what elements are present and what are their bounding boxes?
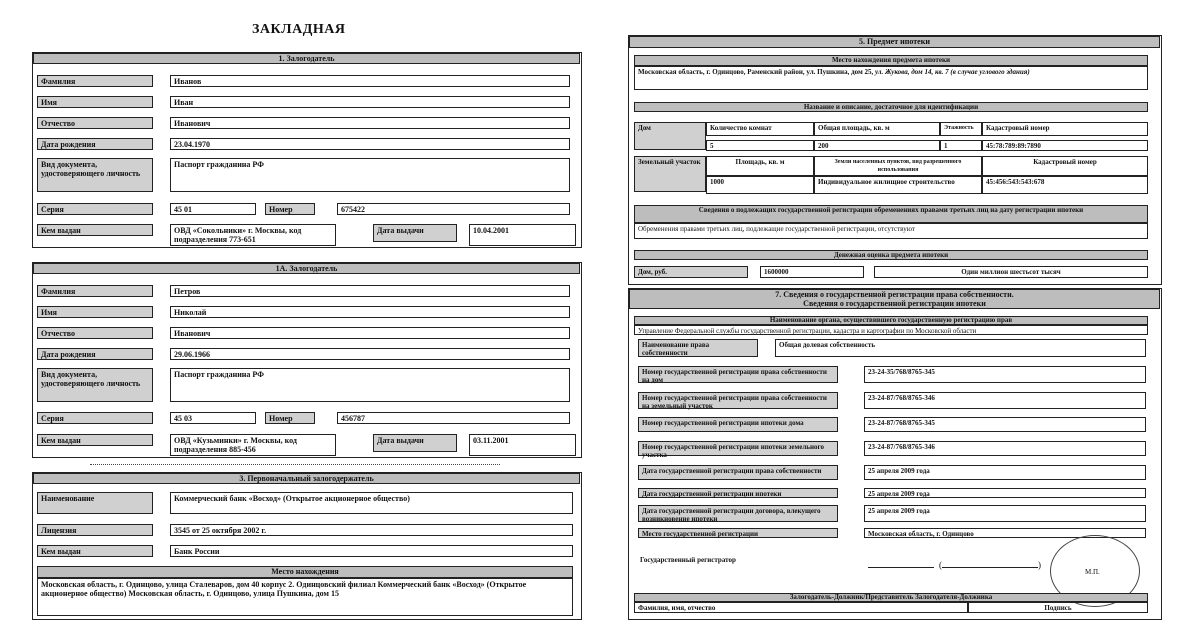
location-italic-text: ул. Жукова, дом 14, кв. 7 (в случае углового здания): [875, 68, 1030, 76]
house-col-cadastral: Кадастровый номер: [982, 122, 1148, 136]
label-registrar: Государственный регистратор: [640, 556, 736, 564]
land-label: Земельный участок: [634, 156, 706, 192]
house-col-area: Общая площадь, кв. м: [814, 122, 940, 136]
field-surname: Иванов: [170, 75, 570, 87]
land-col-cadastral: Кадастровый номер: [982, 156, 1148, 176]
encumbrance-header: Сведения о подлежащих государственной регистрации обременениях правами третьих лиц на дату регистрации ипотеки: [634, 205, 1148, 223]
registration-row-value: 25 апреля 2009 года: [864, 465, 1146, 480]
land-val-use: Индивидуальное жилищное строительство: [814, 176, 982, 194]
section-header: 3. Первоначальный залогодержатель: [33, 473, 580, 484]
registration-row-label: Дата государственной регистрации права собственности: [638, 465, 838, 480]
label-birth-date: Дата рождения: [37, 138, 153, 150]
page-title: ЗАКЛАДНАЯ: [252, 22, 346, 37]
field-id-document: Паспорт гражданина РФ: [170, 158, 570, 192]
section-header: 1А. Залогодатель: [33, 263, 580, 274]
house-label: Дом: [634, 122, 706, 150]
signature-line: [868, 567, 934, 568]
registration-row-value: 23-24-87/768/8765-345: [864, 417, 1146, 432]
registration-row-label: Номер государственной регистрации права собственности на дом: [638, 366, 838, 383]
field-number: 456787: [337, 412, 570, 424]
stamp-label: М.П.: [1085, 568, 1100, 576]
field-license: 3545 от 25 октября 2002 г.: [170, 524, 573, 536]
field-series: 45 03: [170, 412, 256, 424]
label-patronymic: Отчество: [37, 327, 153, 339]
signature-line-name: [942, 567, 1038, 568]
registration-row-label: Дата государственной регистрации договора, влекущего возникновение ипотеки: [638, 505, 838, 522]
registration-row-label: Место государственной регистрации: [638, 528, 838, 538]
field-birth-date: 23.04.1970: [170, 138, 570, 150]
label-number: Номер: [265, 412, 315, 424]
registration-row-value: Московская область, г. Одинцово: [864, 528, 1146, 538]
label-valuation: Дом, руб.: [634, 266, 748, 278]
label-series: Серия: [37, 203, 153, 215]
registration-row-label: Номер государственной регистрации ипотеки земельного участка: [638, 441, 838, 456]
label-right-type: Наименование права собственности: [638, 339, 758, 357]
location-header: Место нахождения: [37, 566, 573, 578]
house-col-rooms: Количество комнат: [706, 122, 814, 136]
field-location: Московская область, г. Одинцово, улица Сталеваров, дом 40 корпус 2. Одинцовский филиал Коммерческий банк «Восход» (Открытое акционерное общество) Московская область, г. Одинцово, улица Пушкина, дом 15: [37, 578, 573, 616]
label-surname: Фамилия: [37, 285, 153, 297]
house-val-cadastral: 45:78:789:89:7890: [982, 140, 1148, 151]
label-series: Серия: [37, 412, 153, 424]
bracket-open: (: [939, 560, 942, 570]
land-val-area: 1000: [706, 176, 814, 194]
field-id-document: Паспорт гражданина РФ: [170, 368, 570, 402]
label-id-document: Вид документа, удостоверяющего личность: [37, 368, 153, 402]
label-id-document: Вид документа, удостоверяющего личность: [37, 158, 153, 192]
registration-row-label: Номер государственной регистрации права собственности на земельный участок: [638, 392, 838, 409]
bracket-close: ): [1038, 560, 1041, 570]
land-val-cadastral: 45:456:543:543:678: [982, 176, 1148, 194]
label-issue-date: Дата выдачи: [373, 434, 457, 452]
label-number: Номер: [265, 203, 315, 215]
field-surname: Петров: [170, 285, 570, 297]
location-text: Московская область, г. Одинцово, Раменский район, ул. Пушкина, дом 25,: [638, 68, 874, 76]
signer-header: Залогодатель-Должник/Представитель Залогодателя-Должника: [634, 593, 1148, 602]
label-license: Лицензия: [37, 524, 153, 536]
section-header: 5. Предмет ипотеки: [629, 36, 1160, 48]
label-name: Имя: [37, 306, 153, 318]
field-name: Николай: [170, 306, 570, 318]
land-col-area: Площадь, кв. м: [706, 156, 814, 176]
field-issuer: Банк России: [170, 545, 573, 557]
house-val-area: 200: [814, 140, 940, 151]
label-issuer: Кем выдан: [37, 434, 153, 446]
signer-name-col: Фамилия, имя, отчество: [634, 602, 968, 613]
field-number: 675422: [337, 203, 570, 215]
registration-row-label: Номер государственной регистрации ипотеки дома: [638, 417, 838, 432]
field-encumbrance: Обременения правами третьих лиц, подлежащие государственной регистрации, отсутствуют: [634, 223, 1148, 239]
label-issue-date: Дата выдачи: [373, 224, 457, 242]
field-name: Иван: [170, 96, 570, 108]
registration-row-value: 25 апреля 2009 года: [864, 505, 1146, 522]
label-issuer: Кем выдан: [37, 224, 153, 236]
field-patronymic: Иванович: [170, 117, 570, 129]
field-issue-date: 10.04.2001: [469, 224, 576, 246]
field-right-type: Общая долевая собственность: [775, 339, 1146, 357]
field-org: Управление Федеральной службы государственной регистрации, кадастра и картографии по Московской области: [634, 325, 1148, 335]
field-issue-date: 03.11.2001: [469, 434, 576, 456]
field-location: [634, 66, 1148, 90]
label-org-name: Наименование: [37, 492, 153, 514]
field-issuer: ОВД «Сокольники» г. Москвы, код подразделения 773-651: [170, 224, 336, 246]
separator-line: [90, 464, 500, 465]
field-series: 45 01: [170, 203, 256, 215]
field-org-name: Коммерческий банк «Восход» (Открытое акционерное общество): [170, 492, 573, 514]
field-patronymic: Иванович: [170, 327, 570, 339]
label-birth-date: Дата рождения: [37, 348, 153, 360]
location-header: Место нахождения предмета ипотеки: [634, 55, 1148, 66]
valuation-header: Денежная оценка предмета ипотеки: [634, 250, 1148, 260]
field-valuation-words: Один миллион шестьсот тысяч: [874, 266, 1148, 278]
section-header: [629, 289, 1160, 309]
registration-row-value: 23-24-87/768/8765-346: [864, 392, 1146, 409]
field-valuation: 1600000: [760, 266, 864, 278]
field-birth-date: 29.06.1966: [170, 348, 570, 360]
label-patronymic: Отчество: [37, 117, 153, 129]
registration-row-value: 25 апреля 2009 года: [864, 488, 1146, 498]
house-val-floors: 1: [940, 140, 982, 151]
section-header-line1: 7. Сведения о государственной регистрации права собственности.: [775, 290, 1014, 299]
description-header: Название и описание, достаточное для идентификации: [634, 102, 1148, 112]
registration-row-value: 23-24-35/768/8765-345: [864, 366, 1146, 383]
label-name: Имя: [37, 96, 153, 108]
section-header: 1. Залогодатель: [33, 53, 580, 64]
land-col-use: Земли населенных пунктов, вид разрешенного использования: [814, 156, 982, 176]
section-header-line2: Сведения о государственной регистрации ипотеки: [803, 299, 986, 308]
registration-row-label: Дата государственной регистрации ипотеки: [638, 488, 838, 498]
org-header: Наименование органа, осуществившего государственную регистрацию прав: [634, 316, 1148, 325]
label-surname: Фамилия: [37, 75, 153, 87]
label-issuer: Кем выдан: [37, 545, 153, 557]
signer-sign-col: Подпись: [968, 602, 1148, 613]
house-val-rooms: 5: [706, 140, 814, 151]
registration-row-value: 23-24-87/768/8765-346: [864, 441, 1146, 456]
field-issuer: ОВД «Кузьминки» г. Москвы, код подразделения 885-456: [170, 434, 336, 456]
house-col-floors: Этажность: [940, 122, 982, 136]
